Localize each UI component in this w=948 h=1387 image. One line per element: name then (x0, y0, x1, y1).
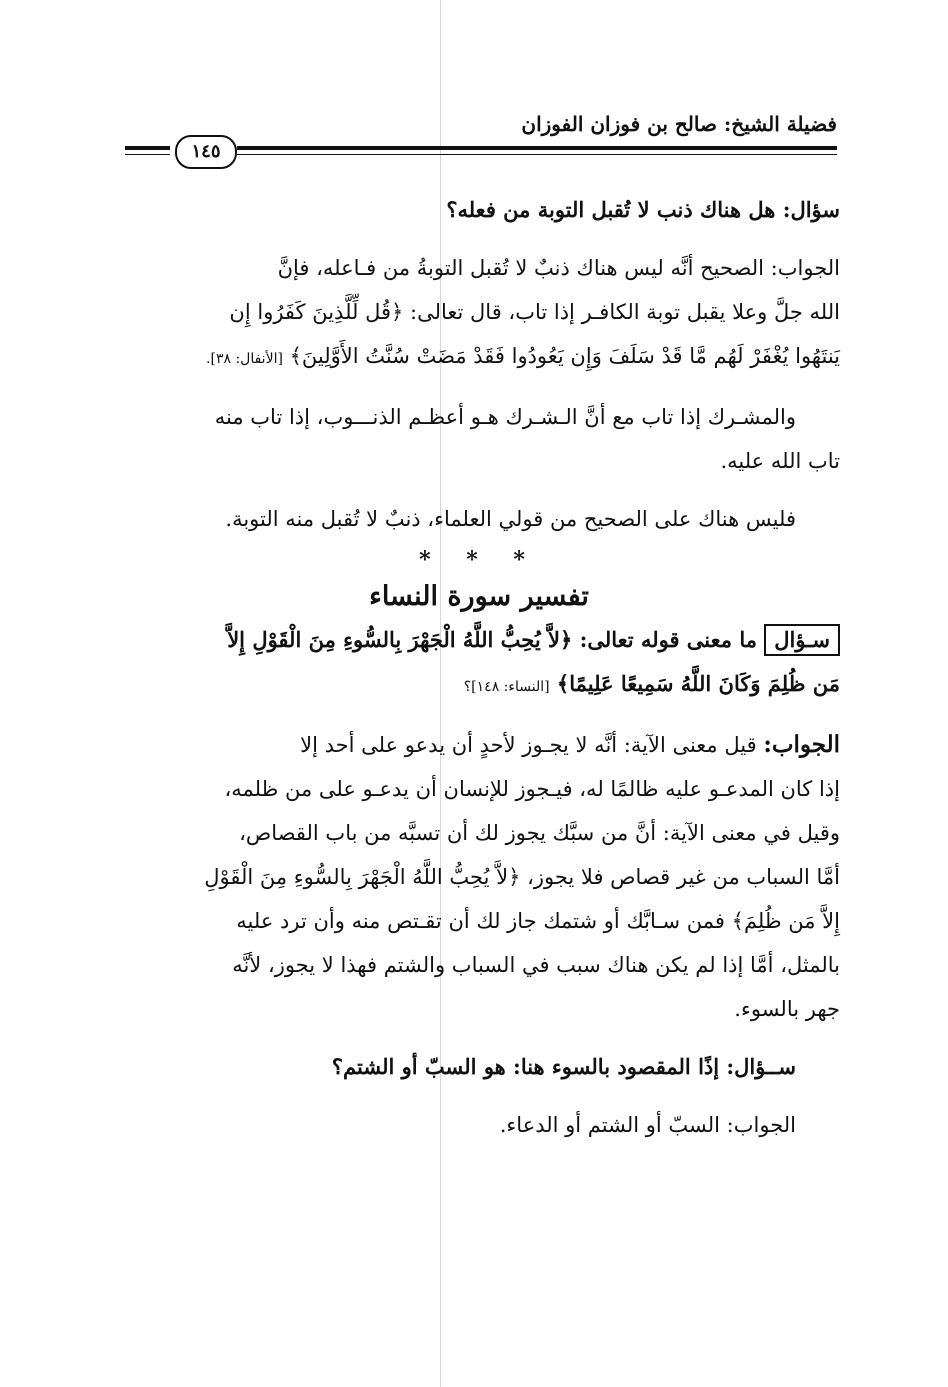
header-rule-left-thick (125, 146, 170, 150)
answer-2-line-1 (118, 723, 840, 767)
verse-reference-anfal: [الأنفال: ٣٨]. (206, 351, 283, 367)
page-header (125, 108, 837, 178)
verse-nisa: مَن ظُلِمَ وَكَانَ اللَّهُ سَمِيعًا عَلِيمًا﴾ (556, 671, 840, 696)
answer-3: الجواب: السبّ أو الشتم أو الدعاء. (499, 1113, 796, 1137)
answer-1-line-3 (118, 334, 840, 381)
section-title: تفسير سورة النساء (369, 581, 589, 612)
answer-2-line-2: إذا كان المدعـو عليه ظالمًا له، فيـجوز للإنسان أن يدعـو على من ظلمه، (224, 777, 840, 801)
paragraph-2-line-2: تاب الله عليه. (720, 449, 840, 473)
answer-1-line-1: الجواب: الصحيح أنَّه ليس هناك ذنبٌ لا تُقبل التوبةُ من فـاعله، فإنَّ (277, 256, 840, 280)
page-body (118, 188, 840, 1147)
question-2-line-2 (118, 662, 840, 709)
header-rule-left-thin (125, 154, 170, 155)
question-2-text: ما معنى قوله تعالى: ﴿لاَّ يُحِبُّ اللَّهُ الْجَهْرَ بِالسُّوءِ مِنَ الْقَوْلِ إِلاَّ (227, 627, 757, 652)
section-separator: * * * (419, 547, 539, 573)
answer-label: الجواب: (763, 731, 840, 758)
question-1: سؤال: هل هناك ذنب لا تُقبل التوبة من فعله؟ (446, 197, 840, 222)
answer-2-text: قيل معنى الآية: أنَّه لا يجـوز لأحدٍ أن يدعو على أحد إلا (300, 733, 757, 757)
answer-2-line-4: أمَّا السباب من غير قصاص فلا يجوز، ﴿لاَّ يُحِبُّ اللَّهُ الْجَهْرَ بِالسُّوءِ مِنَ الْقَوْلِ (204, 865, 840, 889)
question-2-line-1 (118, 618, 840, 662)
header-rule-thin (237, 154, 837, 155)
answer-2-line-6: بالمثل، أمَّا إذا لم يكن هناك سبب في السباب والشتم فهذا لا يجوز، لأنَّه (232, 953, 840, 977)
running-header-title: فضيلة الشيخ: صالح بن فوزان الفوزان (521, 112, 837, 136)
paragraph-2-line-1: والمشـرك إذا تاب مع أنَّ الـشـرك هـو أعظـم الذنـــوب، إذا تاب منه (214, 405, 796, 429)
header-rule-thick (237, 146, 837, 150)
answer-2-line-3: وقيل في معنى الآية: أنَّ من سبَّك يجوز لك أن تسبَّه من باب القصاص، (239, 821, 840, 845)
answer-1-line-2: الله جلَّ وعلا يقبل توبة الكافـر إذا تاب، قال تعالى: ﴿قُل لِّلَّذِينَ كَفَرُوا إِن (229, 300, 840, 324)
page-number: ١٤٥ (175, 135, 237, 169)
paragraph-3: فليس هناك على الصحيح من قولي العلماء، ذنبٌ لا تُقبل منه التوبة. (225, 507, 796, 531)
verse-anfal: يَنتَهُوا يُغْفَرْ لَهُم مَّا قَدْ سَلَفَ وَإِن يَعُودُوا فَقَدْ مَضَتْ سُنَّتُ الأَوَّلِينَ﴾ (289, 344, 840, 368)
answer-2-line-7: جهر بالسوء. (734, 997, 840, 1021)
verse-reference-nisa: [النساء: ١٤٨]؟ (463, 679, 550, 695)
answer-2-line-5: إِلاَّ مَن ظُلِمَ﴾ فمن سـابَّك أو شتمك جاز لك أن تقـتص منه وأن ترد عليه (236, 909, 840, 933)
question-3: ســؤال: إذًا المقصود بالسوء هنا: هو السبّ أو الشتم؟ (331, 1054, 796, 1079)
question-label-box: سـؤال (764, 624, 840, 656)
